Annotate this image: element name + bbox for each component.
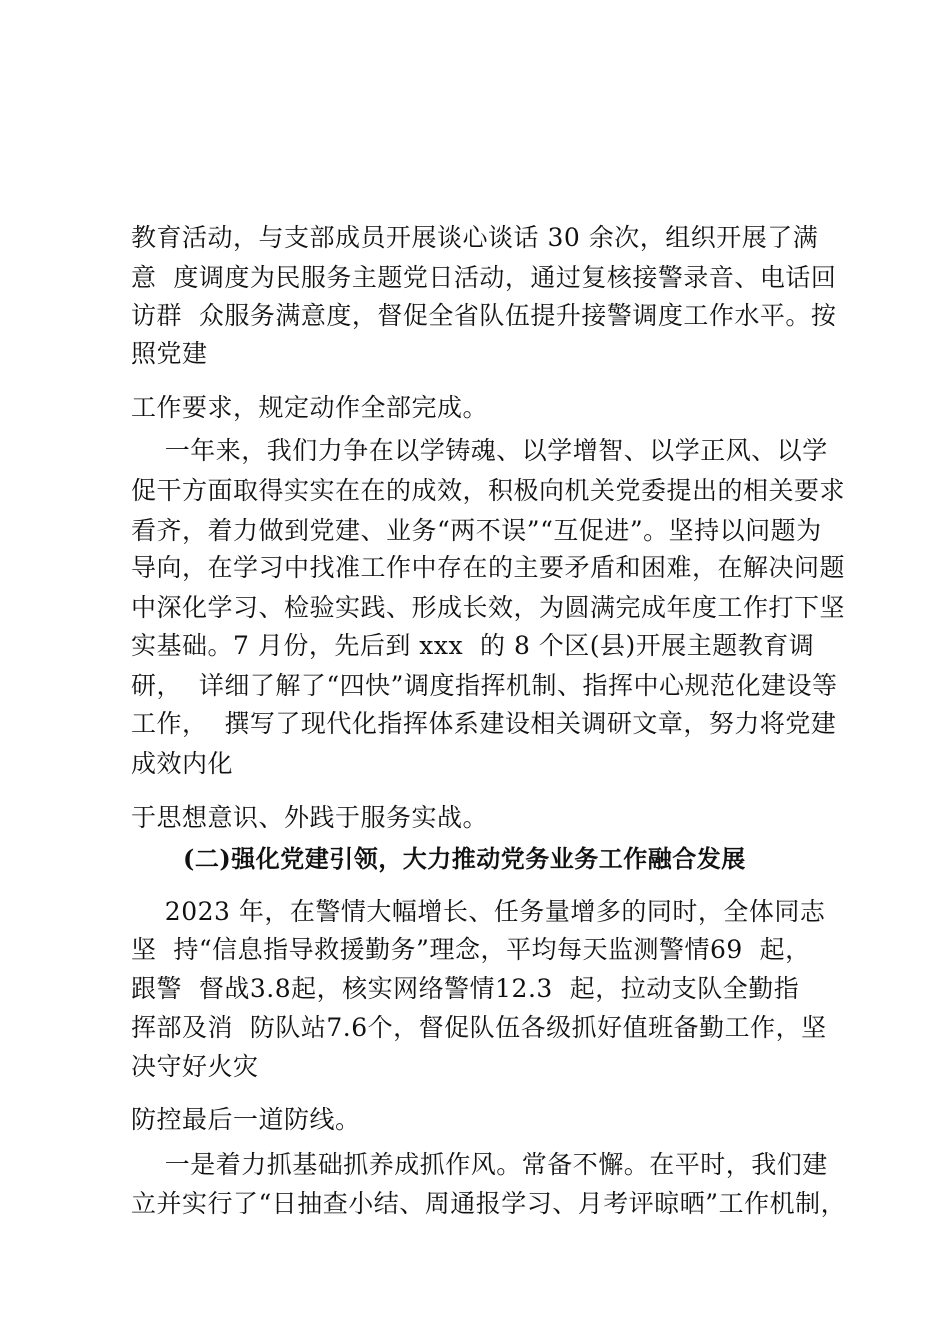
paragraph-2-line-3: 看齐，着力做到党建、业务“两不误”“互促进”。坚持以问题为	[131, 516, 822, 545]
paragraph-2-line-1: 一年来，我们力争在以学铸魂、以学增智、以学正风、以学	[131, 436, 828, 465]
paragraph-4-line-2: 立并实行了“日抽查小结、周通报学习、月考评晾晒”工作机制，	[131, 1189, 847, 1218]
paragraph-3-line-3: 跟警 督战3.8起，核实网络警情12.3 起，拉动支队全勤指	[131, 974, 800, 1003]
paragraph-1-line-2: 意 度调度为民服务主题党日活动，通过复核接警录音、电话回	[131, 263, 837, 292]
paragraph-4-line-1: 一是着力抓基础抓养成抓作风。常备不懈。在平时，我们建	[131, 1150, 828, 1179]
paragraph-1-line-1: 教育活动，与支部成员开展谈心谈话 30 余次，组织开展了满	[131, 223, 819, 252]
paragraph-2-line-8: 工作， 撰写了现代化指挥体系建设相关调研文章，努力将党建	[131, 709, 837, 738]
paragraph-2-line-10: 于思想意识、外践于服务实战。	[131, 803, 489, 832]
paragraph-2-line-7: 研， 详细了解了“四快”调度指挥机制、指挥中心规范化建设等	[131, 671, 838, 700]
paragraph-3-line-5: 决守好火灾	[131, 1052, 259, 1081]
paragraph-3-line-4: 挥部及消 防队站7.6个，督促队伍各级抓好值班备勤工作，坚	[131, 1013, 827, 1042]
paragraph-1-line-5: 工作要求，规定动作全部完成。	[131, 393, 489, 422]
paragraph-2-line-5: 中深化学习、检验实践、形成长效，为圆满完成年度工作打下坚	[131, 593, 846, 622]
paragraph-2-line-2: 促干方面取得实实在在的成效，积极向机关党委提出的相关要求	[131, 476, 846, 505]
paragraph-1-line-4: 照党建	[131, 339, 208, 368]
paragraph-2-line-6: 实基础。7 月份，先后到 xxx 的 8 个区(县)开展主题教育调	[131, 631, 815, 660]
paragraph-3-line-1: 2023 年，在警情大幅增长、任务量增多的同时，全体同志	[131, 897, 826, 926]
paragraph-1-line-3: 访群 众服务满意度，督促全省队伍提升接警调度工作水平。按	[131, 301, 837, 330]
section-heading-2: (二)强化党建引领，大力推动党务业务工作融合发展	[183, 844, 746, 873]
paragraph-2-line-9: 成效内化	[131, 749, 234, 778]
paragraph-2-line-4: 导向，在学习中找准工作中存在的主要矛盾和困难，在解决问题	[131, 553, 846, 582]
paragraph-3-line-6: 防控最后一道防线。	[131, 1105, 361, 1134]
paragraph-3-line-2: 坚 持“信息指导救援勤务”理念，平均每天监测警情69 起，	[131, 935, 811, 964]
